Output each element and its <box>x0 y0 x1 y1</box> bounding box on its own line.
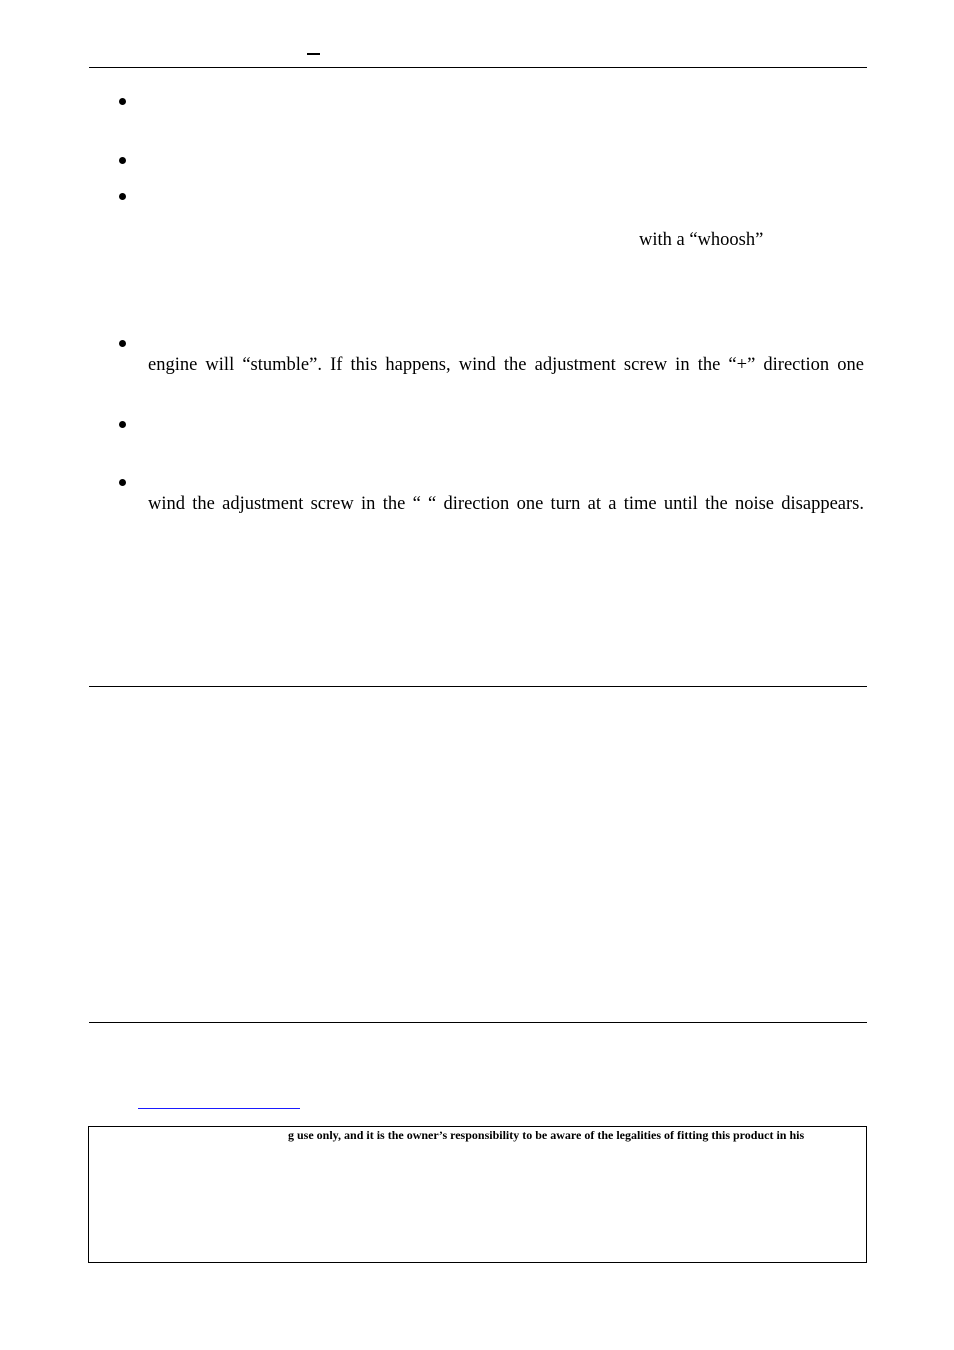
bullet-2 <box>119 157 126 164</box>
bullet-3 <box>119 193 126 200</box>
hyperlink-underline[interactable] <box>138 1108 300 1109</box>
header-dash-mark <box>307 53 320 55</box>
header-rule <box>89 67 867 68</box>
bullet-4 <box>119 340 126 347</box>
noise-text: wind the adjustment screw in the “ “ direction one turn at a time until the noise disappears. <box>148 494 864 514</box>
bullet-6 <box>119 479 126 486</box>
bullet-1 <box>119 98 126 105</box>
bullet-5 <box>119 421 126 428</box>
whoosh-text: with a “whoosh” <box>639 230 764 250</box>
disclaimer-box <box>88 1126 867 1263</box>
section-rule-2 <box>89 1022 867 1023</box>
section-rule-1 <box>89 686 867 687</box>
disclaimer-text: g use only, and it is the owner’s responsibility to be aware of the legalities of fitting this product in his <box>288 1128 805 1142</box>
stumble-text: engine will “stumble”. If this happens, wind the adjustment screw in the “+” direction one <box>148 355 864 375</box>
